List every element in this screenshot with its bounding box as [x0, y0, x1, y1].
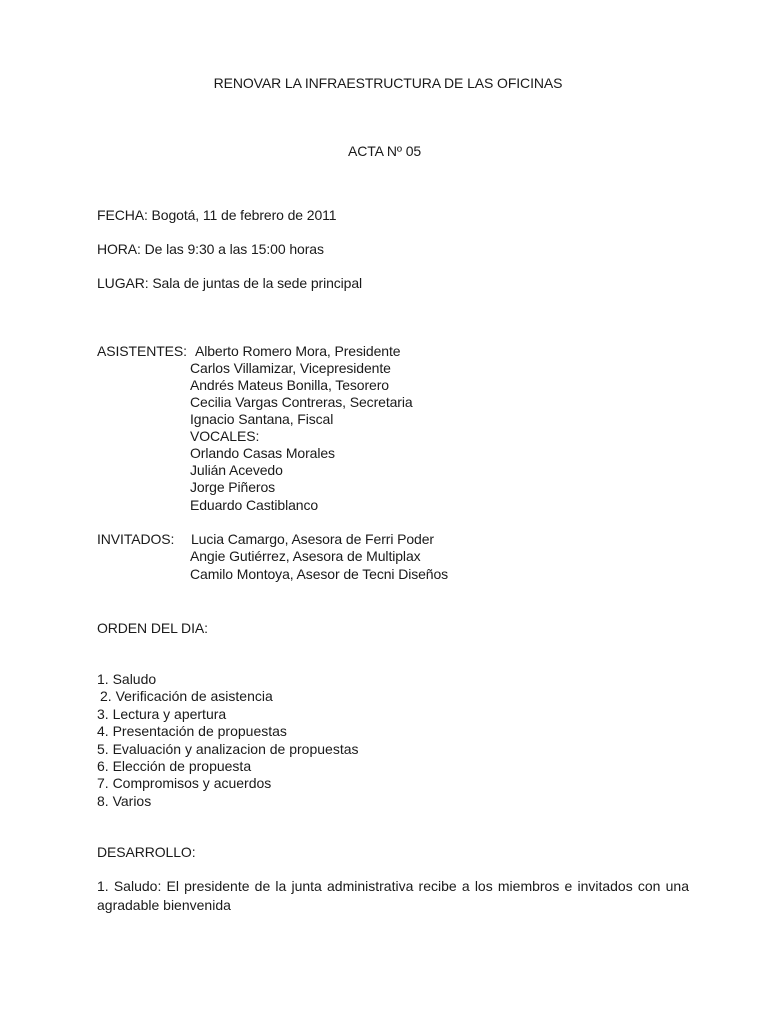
agenda-item: 1. Saludo [97, 671, 157, 687]
agenda-item: 6. Elección de propuesta [97, 758, 252, 775]
asistente-name: Eduardo Castiblanco [190, 497, 319, 513]
asistente-name: Cecilia Vargas Contreras, Secretaria [190, 394, 413, 410]
agenda-item: 5. Evaluación y analizacion de propuestas [97, 740, 359, 757]
agenda-item: 3. Lectura y apertura [97, 705, 227, 722]
lugar-line: LUGAR: Sala de juntas de la sede principal [97, 275, 363, 291]
vocales-label: VOCALES: [190, 428, 260, 444]
document-title: RENOVAR LA INFRAESTRUCTURA DE LAS OFICINAS [213, 75, 563, 91]
hora-line: HORA: De las 9:30 a las 15:00 horas [97, 241, 324, 257]
asistente-name: Andrés Mateus Bonilla, Tesorero [190, 377, 389, 393]
invitado-name: Angie Gutiérrez, Asesora de Multiplax [190, 548, 421, 564]
fecha-line: FECHA: Bogotá, 11 de febrero de 2011 [97, 207, 337, 223]
invitado-name: Lucia Camargo, Asesora de Ferri Poder [191, 531, 434, 547]
desarrollo-paragraph: 1. Saludo: El presidente de la junta administrativa recibe a los miembros e invitados con una agradable bienvenida [97, 878, 689, 913]
agenda-list [97, 671, 359, 810]
agenda-item: 4. Presentación de propuestas [97, 723, 287, 740]
asistente-name: Orlando Casas Morales [190, 445, 335, 461]
agenda-item: 7. Compromisos y acuerdos [97, 775, 272, 792]
agenda-item: 2. Verificación de asistencia [100, 688, 273, 705]
asistentes-label: ASISTENTES: [97, 343, 187, 359]
acta-number: ACTA Nº 05 [348, 143, 422, 159]
invitados-label: INVITADOS: [97, 531, 175, 547]
asistente-name: Carlos Villamizar, Vicepresidente [190, 360, 391, 376]
asistente-name: Julián Acevedo [190, 462, 283, 478]
orden-del-dia-heading: ORDEN DEL DIA: [97, 620, 208, 636]
asistente-name: Ignacio Santana, Fiscal [190, 411, 334, 427]
desarrollo-heading: DESARROLLO: [97, 844, 196, 860]
asistente-name: Alberto Romero Mora, Presidente [195, 343, 401, 359]
agenda-item: 8. Varios [97, 792, 152, 809]
invitado-name: Camilo Montoya, Asesor de Tecni Diseños [190, 566, 449, 582]
asistente-name: Jorge Piñeros [190, 479, 276, 495]
